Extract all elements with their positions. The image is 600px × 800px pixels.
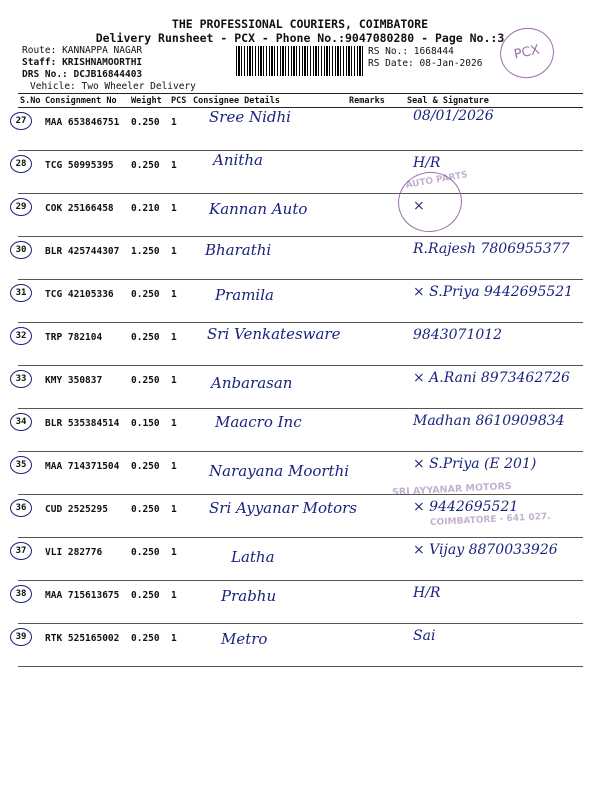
- row-consignment: MAA 714371504: [43, 452, 129, 495]
- row-sno-cell: [15, 237, 43, 280]
- col-remarks: Remarks: [347, 94, 405, 108]
- row-consignee-cell: [191, 538, 347, 581]
- drs-label: DRS No.:: [22, 69, 68, 80]
- row-consignee: Sri Ayyanar Motors: [209, 499, 357, 517]
- row-consignee: Anitha: [213, 151, 263, 169]
- col-pcs: PCS: [169, 94, 191, 108]
- row-sno-cell: [15, 624, 43, 667]
- drs-value: DCJB16844403: [73, 69, 143, 80]
- table-row: [18, 151, 583, 194]
- row-weight: 1.250: [129, 237, 169, 280]
- row-signature: ×: [413, 198, 425, 214]
- row-consignee-cell: [191, 151, 347, 194]
- row-weight: 0.250: [129, 581, 169, 624]
- row-sno-cell: [15, 581, 43, 624]
- rs-date-line: [368, 58, 482, 69]
- row-signature: × S.Priya (E 201): [413, 456, 537, 472]
- row-remarks: [347, 280, 405, 323]
- row-consignment: VLI 282776: [43, 538, 129, 581]
- row-consignment: BLR 535384514: [43, 409, 129, 452]
- row-pcs: 1: [169, 194, 191, 237]
- row-sno: 37: [10, 542, 32, 560]
- row-weight: 0.250: [129, 323, 169, 366]
- row-signature-cell: [405, 237, 583, 280]
- row-consignee: Pramila: [215, 286, 274, 304]
- rs-no-value: 1668444: [413, 46, 454, 57]
- row-sno: 27: [10, 112, 32, 130]
- row-pcs: 1: [169, 495, 191, 538]
- row-signature-cell: [405, 323, 583, 366]
- vehicle-label: Vehicle:: [30, 81, 76, 92]
- row-weight: 0.250: [129, 538, 169, 581]
- row-consignee-cell: [191, 194, 347, 237]
- row-remarks: [347, 151, 405, 194]
- row-signature-cell: [405, 366, 583, 409]
- row-weight: 0.250: [129, 108, 169, 151]
- route-line: [22, 45, 142, 56]
- document-subtitle: Delivery Runsheet - PCX - Phone No.:9047080280 - Page No.:3: [95, 31, 505, 45]
- row-sno-cell: [15, 280, 43, 323]
- row-weight: 0.250: [129, 495, 169, 538]
- row-weight: 0.250: [129, 452, 169, 495]
- row-weight: 0.210: [129, 194, 169, 237]
- col-signature: Seal & Signature: [405, 94, 583, 108]
- rs-date-value: 08-Jan-2026: [419, 58, 483, 69]
- table-row: [18, 108, 583, 151]
- table-row: [18, 581, 583, 624]
- route-value: KANNAPPA NAGAR: [62, 45, 143, 56]
- row-signature-cell: [405, 108, 583, 151]
- row-consignee-cell: [191, 280, 347, 323]
- row-consignee: Sree Nidhi: [209, 108, 291, 126]
- row-signature-cell: [405, 581, 583, 624]
- row-pcs: 1: [169, 452, 191, 495]
- table-row: [18, 237, 583, 280]
- col-consignee: Consignee Details: [191, 94, 347, 108]
- row-signature-cell: [405, 280, 583, 323]
- staff-value: KRISHNAMOORTHI: [62, 57, 143, 68]
- row-consignee: Maacro Inc: [215, 413, 302, 431]
- document-title: THE PROFESSIONAL COURIERS, COIMBATORE: [171, 17, 429, 31]
- row-consignment: TCG 50995395: [43, 151, 129, 194]
- row-pcs: 1: [169, 538, 191, 581]
- row-consignee-cell: [191, 495, 357, 538]
- row-consignee-cell: [191, 409, 347, 452]
- row-pcs: 1: [169, 280, 191, 323]
- row-remarks: [347, 495, 405, 538]
- row-weight: 0.250: [129, 280, 169, 323]
- auto-parts-stamp-text: AUTO PARTS: [404, 170, 469, 191]
- row-pcs: 1: [169, 366, 191, 409]
- row-sno-cell: [15, 452, 43, 495]
- staff-label: Staff:: [22, 57, 57, 68]
- row-sno-cell: [15, 323, 43, 366]
- row-sno: 32: [10, 327, 32, 345]
- row-sno-cell: [15, 495, 43, 538]
- row-weight: 0.250: [129, 624, 169, 667]
- row-signature: × A.Rani 8973462726: [413, 370, 570, 386]
- row-consignment: BLR 425744307: [43, 237, 129, 280]
- row-sno: 31: [10, 284, 32, 302]
- row-consignee: Anbarasan: [211, 374, 293, 392]
- table-row: [18, 624, 583, 667]
- coimbatore-stamp-text: COIMBATORE - 641 027.: [429, 511, 551, 529]
- row-consignee: Kannan Auto: [209, 200, 308, 218]
- row-signature: × S.Priya 9442695521: [413, 284, 574, 300]
- col-sno: S.No: [18, 94, 43, 108]
- row-consignee: Metro: [221, 630, 268, 648]
- row-sno: 35: [10, 456, 32, 474]
- row-signature: H/R: [413, 585, 441, 601]
- drs-line: [22, 69, 142, 80]
- row-sno: 34: [10, 413, 32, 431]
- row-remarks: [347, 194, 405, 237]
- row-remarks: [347, 237, 405, 280]
- vehicle-value: Two Wheeler Delivery: [81, 81, 196, 92]
- row-consignment: COK 25166458: [43, 194, 129, 237]
- row-consignee-cell: [191, 452, 350, 495]
- row-consignee-cell: [191, 108, 347, 151]
- table-header-row: [18, 94, 583, 108]
- row-pcs: 1: [169, 409, 191, 452]
- row-signature: Madhan 8610909834: [413, 413, 565, 429]
- barcode-icon: [236, 46, 364, 76]
- staff-line: [22, 57, 142, 68]
- runsheet-table: [15, 93, 583, 667]
- row-consignment: MAA 653846751: [43, 108, 129, 151]
- row-sno: 38: [10, 585, 32, 603]
- row-signature-cell: [405, 538, 583, 581]
- row-signature-cell: [405, 409, 583, 452]
- row-sno: 36: [10, 499, 32, 517]
- row-weight: 0.150: [129, 409, 169, 452]
- row-pcs: 1: [169, 624, 191, 667]
- row-signature: Sai: [413, 628, 436, 644]
- row-sno: 33: [10, 370, 32, 388]
- row-sno-cell: [15, 151, 43, 194]
- row-pcs: 1: [169, 581, 191, 624]
- row-signature: × 9442695521: [413, 499, 519, 515]
- row-remarks: [347, 108, 405, 151]
- row-signature: H/R: [413, 155, 441, 171]
- table-row: [18, 366, 583, 409]
- row-consignee: Bharathi: [205, 241, 272, 259]
- row-remarks: [347, 538, 405, 581]
- row-consignee: Narayana Moorthi: [209, 462, 350, 480]
- col-weight: Weight: [129, 94, 169, 108]
- row-consignee-cell: [191, 323, 347, 366]
- row-pcs: 1: [169, 108, 191, 151]
- row-consignee-cell: [191, 237, 347, 280]
- row-signature: 9843071012: [413, 327, 503, 343]
- vehicle-line: [30, 81, 196, 92]
- row-consignee-cell: [191, 366, 347, 409]
- row-sno: 28: [10, 155, 32, 173]
- row-remarks: [347, 323, 405, 366]
- row-sno-cell: [15, 108, 43, 151]
- row-consignment: TCG 42105336: [43, 280, 129, 323]
- col-consignment: Consignment No: [43, 94, 129, 108]
- row-pcs: 1: [169, 237, 191, 280]
- row-remarks: [347, 409, 405, 452]
- row-sno: 29: [10, 198, 32, 216]
- row-pcs: 1: [169, 323, 191, 366]
- row-remarks: [347, 624, 405, 667]
- row-consignee: Sri Venkatesware: [207, 325, 341, 343]
- row-sno-cell: [15, 194, 43, 237]
- row-weight: 0.250: [129, 151, 169, 194]
- row-sno-cell: [15, 409, 43, 452]
- row-consignee-cell: [191, 581, 347, 624]
- row-sno: 30: [10, 241, 32, 259]
- sri-ayyanar-stamp-text: SRI AYYANAR MOTORS: [391, 480, 513, 499]
- rs-no-label: RS No.:: [368, 46, 409, 57]
- row-sno-cell: [15, 366, 43, 409]
- row-weight: 0.250: [129, 366, 169, 409]
- route-label: Route:: [22, 45, 57, 56]
- row-consignment: TRP 782104: [43, 323, 129, 366]
- row-remarks: [347, 366, 405, 409]
- row-signature: R.Rajesh 7806955377: [413, 241, 570, 257]
- rs-date-label: RS Date:: [368, 58, 414, 69]
- table-row: [18, 280, 583, 323]
- table-row: [18, 538, 583, 581]
- row-sno: 39: [10, 628, 32, 646]
- row-signature: × Vijay 8870033926: [413, 542, 558, 558]
- row-consignee: Prabhu: [221, 587, 277, 605]
- row-pcs: 1: [169, 151, 191, 194]
- table-row: [18, 194, 583, 237]
- row-signature: 08/01/2026: [413, 108, 494, 124]
- rs-no-line: [368, 46, 454, 57]
- pcx-stamp: PCX: [495, 23, 558, 83]
- row-remarks: [347, 581, 405, 624]
- table-row: [18, 323, 583, 366]
- row-consignee: Latha: [231, 548, 275, 566]
- row-consignee-cell: [191, 624, 347, 667]
- row-consignment: MAA 715613675: [43, 581, 129, 624]
- row-consignment: CUD 2525295: [43, 495, 129, 538]
- row-consignment: RTK 525165002: [43, 624, 129, 667]
- row-sno-cell: [15, 538, 43, 581]
- row-signature-cell: [405, 624, 583, 667]
- table-row: [18, 409, 583, 452]
- row-consignment: KMY 350837: [43, 366, 129, 409]
